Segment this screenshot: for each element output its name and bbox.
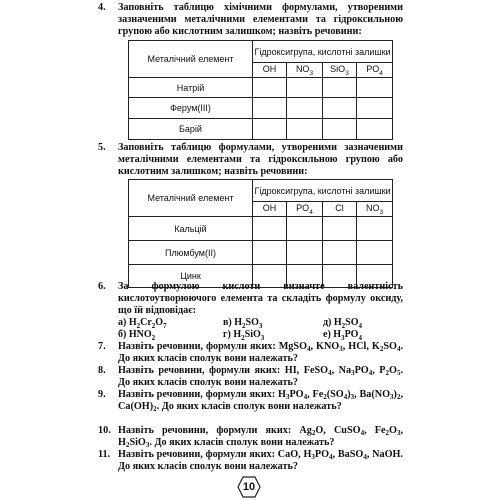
ion-po4: $PO_4$ bbox=[357, 63, 393, 78]
row-label: Цинк bbox=[129, 265, 253, 288]
ion-oh: OH bbox=[253, 63, 287, 78]
option-d: д) $H_2SO_4$ bbox=[323, 317, 363, 330]
task-4 bbox=[98, 2, 403, 39]
table-cell[interactable] bbox=[323, 98, 357, 119]
table-cell[interactable] bbox=[323, 78, 357, 98]
table-cell[interactable] bbox=[287, 217, 323, 241]
option-b: б) $HNO_2$ bbox=[118, 329, 156, 342]
table-cell[interactable] bbox=[287, 98, 323, 119]
page-number-badge bbox=[237, 476, 261, 498]
option-v: в) $H_2SO_3$ bbox=[223, 317, 263, 330]
row-label: Ферум(III) bbox=[129, 98, 253, 119]
task-6 bbox=[98, 281, 403, 318]
task-4-number: 4. bbox=[98, 2, 106, 13]
table-cell[interactable] bbox=[253, 98, 287, 119]
task-9 bbox=[98, 389, 403, 414]
task-4-text: Заповніть таблицю хімічними формулами, утвореними зазначеними металічними елементами та гідроксильною групою або кислотним залишком; назвіть речовини: bbox=[118, 2, 403, 38]
ion-oh: OH bbox=[253, 202, 287, 217]
task-6-text: За формулою кислоти визначте валентність кислотоутворюючого елемента та складіть формулу оксиду, що їй відповідає: bbox=[118, 281, 403, 317]
table-cell[interactable] bbox=[323, 119, 357, 140]
header-metal: Металічний елемент bbox=[129, 180, 253, 217]
ion-sio3: SiO$_3$ bbox=[323, 63, 357, 78]
ion-po4: $PO_4$ bbox=[287, 202, 323, 217]
task-11-text: Назвіть речовини, формули яких: CaO, H3PO4, BaSO4, NaOH. До яких класів сполук вони належать? bbox=[118, 449, 403, 473]
header-group: Гідроксигрупа, кислотні залишки bbox=[253, 41, 393, 63]
task-8-number: 8. bbox=[98, 365, 106, 376]
task-5-text: Заповніть таблицю формулами, утвореними зазначеними металічними елементами та гідроксильною групою або кислотним залишком; назвіть речовини: bbox=[118, 142, 403, 178]
table-cell[interactable] bbox=[357, 78, 393, 98]
row-label: Плюмбум(II) bbox=[129, 241, 253, 265]
header-metal: Металічний елемент bbox=[129, 41, 253, 78]
table-cell[interactable] bbox=[323, 217, 357, 241]
table-cell[interactable] bbox=[253, 217, 287, 241]
ion-cl: Cl bbox=[323, 202, 357, 217]
page-number: 10 bbox=[242, 481, 256, 493]
task-10 bbox=[98, 425, 404, 450]
task-10-number: 10. bbox=[98, 425, 111, 436]
table-cell[interactable] bbox=[253, 241, 287, 265]
task-7-number: 7. bbox=[98, 341, 106, 352]
table-cell[interactable] bbox=[357, 98, 393, 119]
table-cell[interactable] bbox=[253, 78, 287, 98]
option-e: е) $H_3PO_4$ bbox=[323, 329, 362, 342]
task-6-number: 6. bbox=[98, 281, 106, 292]
table-cell[interactable] bbox=[253, 119, 287, 140]
table-cell[interactable] bbox=[357, 241, 393, 265]
task-8 bbox=[98, 365, 403, 389]
task-9-text: Назвіть речовини, формули яких: H3PO4, Fe2(SO4)3, Ba(NO3)2, Ca(OH)2. До яких класів сполук вони належать? bbox=[118, 389, 403, 414]
table-cell[interactable] bbox=[287, 78, 323, 98]
ion-no3: $NO_3$ bbox=[287, 63, 323, 78]
table-cell[interactable] bbox=[357, 119, 393, 140]
row-label: Барій bbox=[129, 119, 253, 140]
option-a: а) $H_2Cr_2O_7$ bbox=[118, 317, 167, 330]
task-7-text: Назвіть речовини, формули яких: MgSO4, KNO3, HCl, K2SO4. До яких класів сполук вони належать? bbox=[118, 341, 403, 365]
task-5-number: 5. bbox=[98, 142, 106, 153]
task-4-table bbox=[128, 40, 393, 140]
task-11 bbox=[98, 449, 403, 473]
header-group: Гідроксигрупа, кислотні залишки bbox=[253, 180, 393, 202]
table-cell[interactable] bbox=[357, 217, 393, 241]
task-5 bbox=[98, 142, 403, 179]
row-label: Натрій bbox=[129, 78, 253, 98]
task-9-number: 9. bbox=[98, 389, 106, 400]
task-11-number: 11. bbox=[98, 449, 111, 460]
table-cell[interactable] bbox=[287, 119, 323, 140]
task-10-text: Назвіть речовини, формули яких: Ag2O, CuSO4, Fe2O3, H2SiO3. До яких класів сполук вони належать? bbox=[118, 425, 404, 450]
table-cell[interactable] bbox=[287, 241, 323, 265]
option-g: г) $H_2SiO_3$ bbox=[223, 329, 265, 342]
task-7 bbox=[98, 341, 403, 365]
table-cell[interactable] bbox=[323, 241, 357, 265]
row-label: Кальцій bbox=[129, 217, 253, 241]
task-5-table bbox=[128, 179, 393, 288]
task-8-text: Назвіть речовини, формули яких: HI, FeSO4, Na3PO4, P2O5. До яких класів сполук вони належать? bbox=[118, 365, 403, 389]
ion-no3: $NO_3$ bbox=[357, 202, 393, 217]
task-6-options bbox=[118, 317, 403, 341]
